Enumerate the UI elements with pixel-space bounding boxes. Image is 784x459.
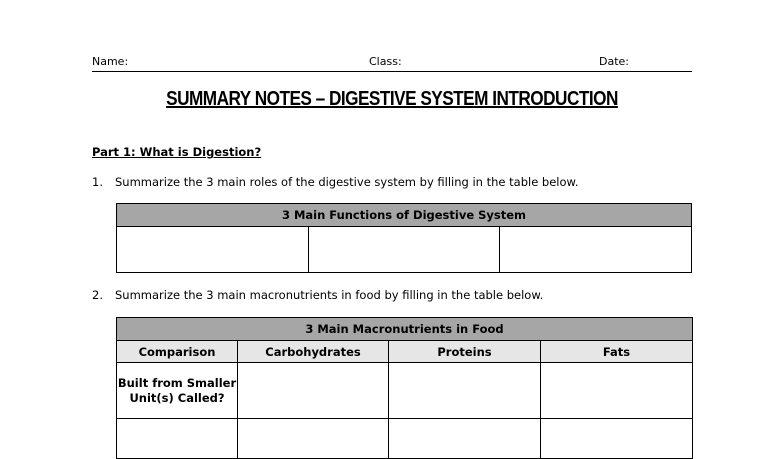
column-header: Fats: [541, 341, 693, 363]
page-title: SUMMARY NOTES – DIGESTIVE SYSTEM INTRODUCTION: [166, 88, 618, 110]
column-header: Proteins: [389, 341, 541, 363]
question-text: Summarize the 3 main roles of the digestive system by filling in the table below.: [115, 175, 579, 189]
header-line: [92, 55, 692, 72]
table-cell[interactable]: [541, 419, 693, 459]
column-header: Carbohydrates: [238, 341, 389, 363]
table-title: 3 Main Functions of Digestive System: [117, 204, 692, 227]
question-number: 2.: [92, 288, 103, 302]
question-number: 1.: [92, 175, 103, 189]
table-title: 3 Main Macronutrients in Food: [117, 318, 693, 341]
table-cell[interactable]: [308, 227, 500, 273]
functions-table: [116, 203, 692, 273]
table-cell[interactable]: [238, 363, 389, 419]
table-cell[interactable]: [389, 363, 541, 419]
table-cell[interactable]: [500, 227, 692, 273]
date-label: Date:: [599, 55, 629, 68]
table-cell[interactable]: [389, 419, 541, 459]
name-label: Name:: [92, 55, 129, 68]
question-1: [92, 175, 579, 189]
question-2: [92, 288, 543, 302]
table-cell[interactable]: [117, 419, 238, 459]
class-label: Class:: [369, 55, 402, 68]
macronutrients-table: [116, 317, 693, 459]
question-text: Summarize the 3 main macronutrients in food by filling in the table below.: [115, 288, 544, 302]
table-cell[interactable]: [541, 363, 693, 419]
column-header: Comparison: [117, 341, 238, 363]
table-cell[interactable]: [238, 419, 389, 459]
part-heading: Part 1: What is Digestion?: [92, 145, 262, 159]
row-header: Built from Smaller Unit(s) Called?: [117, 363, 238, 419]
table-cell[interactable]: [117, 227, 309, 273]
